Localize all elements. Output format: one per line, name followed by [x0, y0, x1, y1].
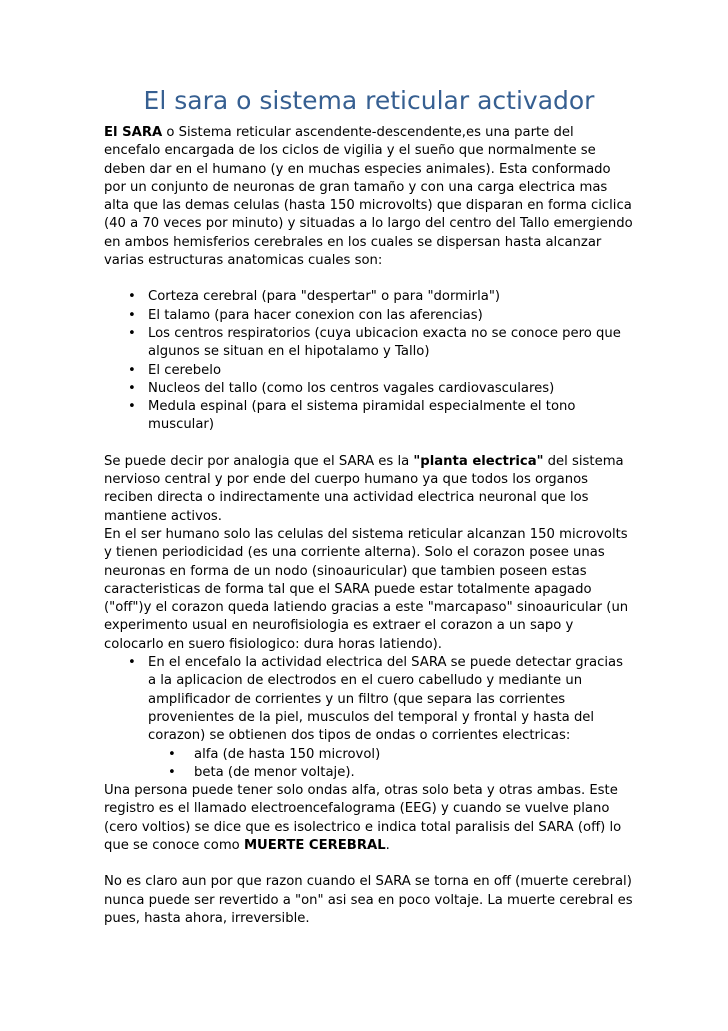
list-item [128, 288, 634, 306]
list-item [128, 307, 634, 325]
list-item [128, 380, 634, 398]
list-item-text: En el encefalo la actividad electrica del SARA se puede detectar gracias a la aplicacion de electrodos en el cuero cabelludo y mediante un amplificador de corrientes y un filtro (que separa las corrientes provenientes de la piel, musculos del temporal y frontal y hasta del corazon) se obtienen dos tipos de ondas o corrientes electricas: [148, 655, 623, 744]
bullet-icon: • [168, 746, 176, 762]
list-item-text: Medula espinal (para el sistema piramidal especialmente el tono muscular) [148, 399, 576, 433]
list-item-text: beta (de menor voltaje). [194, 764, 355, 780]
list-item [168, 746, 634, 764]
list-item [128, 362, 634, 380]
muerte-cerebral-bold: MUERTE CEREBRAL [243, 837, 386, 853]
document-page [104, 82, 634, 928]
planta-electrica-bold: "planta electrica" [413, 453, 544, 469]
bullet-icon: • [128, 307, 136, 323]
eeg-text: Una persona puede tener solo ondas alfa, otras solo beta y otras ambas. Este registro es el llamado electroencefalograma (EEG) y cuando se vuelve plano (cero voltios) se dice que es isolectrico e indica total paralisis del SARA (off) lo que se conoce como [104, 783, 622, 853]
eeg-list [128, 654, 634, 782]
page-title: El sara o sistema reticular activador [143, 86, 595, 115]
list-item [128, 654, 634, 782]
eeg-text-after: . [385, 837, 390, 853]
conclusion-paragraph: No es claro aun por que razon cuando el SARA se torna en off (muerte cerebral) nunca puede ser revertido a "on" asi sea en poco voltaje. La muerte cerebral es pues, hasta ahora, irreversible. [104, 874, 633, 926]
structures-list [128, 288, 634, 434]
bullet-icon: • [128, 380, 136, 396]
bullet-icon: • [128, 399, 136, 415]
eeg-paragraph [104, 782, 634, 855]
bullet-icon: • [128, 289, 136, 305]
bullet-icon: • [128, 655, 136, 671]
list-item-text: Corteza cerebral (para "despertar" o para "dormirla") [148, 289, 501, 305]
heart-paragraph: En el ser humano solo las celulas del sistema reticular alcanzan 150 microvolts y tienen periodicidad (es una corriente alterna). Solo el corazon posee unas neuronas en forma de un nodo (sinoauricular) que tambien poseen estas caracteristicas de forma tal que el SARA puede estar totalmente apagado ("off")y el corazon queda latiendo gracias a este "marcapaso" sinoauricular (un experimento usual en neurofisiologia es extraer el corazon a un sapo y colocarlo en suero fisiologico: dura horas latiendo). [104, 526, 629, 652]
list-item [128, 398, 634, 435]
list-item-text: alfa (de hasta 150 microvol) [194, 746, 381, 762]
list-item-text: El cerebelo [148, 362, 222, 378]
list-item-text: Los centros respiratorios (cuya ubicacion exacta no se conoce pero que algunos se situan en el hipotalamo y Tallo) [148, 325, 621, 360]
analogy-paragraph [104, 453, 634, 526]
bullet-icon: • [168, 764, 176, 780]
list-item-text: Nucleos del tallo (como los centros vagales cardiovasculares) [148, 380, 555, 396]
sara-bold-lead: El SARA [104, 125, 163, 140]
intro-text: o Sistema reticular ascendente-descendente,es una parte del encefalo encargada de los ciclos de vigilia y el sueño que normalmente se deben dar en el humano (y en muchas especies animales). Esta conformado por un conjunto de neuronas de gran tamaño y con una carga electrica mas alta que las demas celulas (hasta 150 microvolts) que disparan en forma ciclica (40 a 70 veces por minuto) y situadas a lo largo del centro del Tallo emergiendo en ambos hemisferios cerebrales en los cuales se dispersan hasta alcanzar varias estructuras anatomicas cuales son: [104, 125, 633, 269]
list-item-text: El talamo (para hacer conexion con las aferencias) [148, 307, 483, 323]
list-item [168, 764, 634, 782]
waves-list [168, 746, 634, 783]
analogy-text-after: del sistema nervioso central y por ende del cuerpo humano ya que todos los organos reciben directa o indirectamente una actividad electrica neuronal que los mantiene activos. [104, 453, 624, 524]
bullet-icon: • [128, 362, 136, 378]
analogy-text: Se puede decir por analogia que el SARA es la [104, 453, 414, 469]
bullet-icon: • [128, 325, 136, 341]
intro-paragraph [104, 124, 634, 270]
list-item [128, 325, 634, 362]
